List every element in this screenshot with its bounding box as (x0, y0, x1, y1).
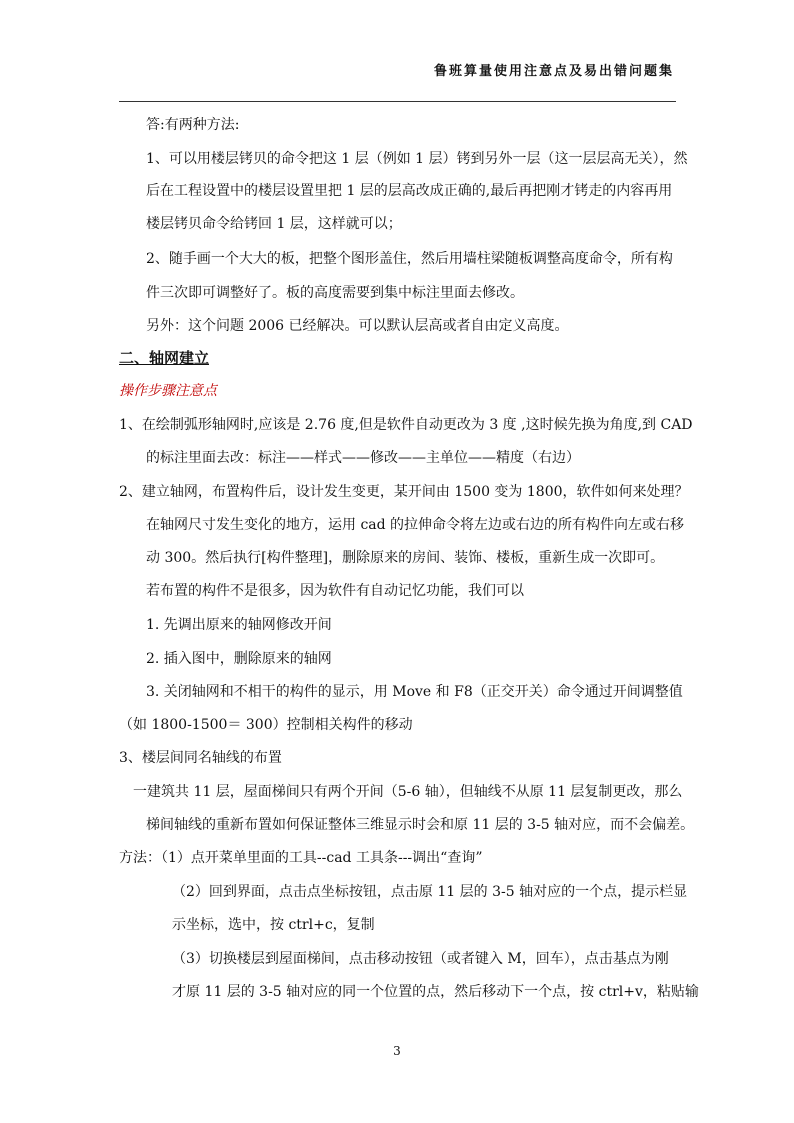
text-line: 另外：这个问题 2006 已经解决。可以默认层高或者自由定义高度。 (146, 318, 569, 334)
text-line: 1、可以用楼层铐贝的命令把这 1 层（例如 1 层）铐到另外一层（这一层层高无关），然 (146, 151, 688, 167)
text-line: 方法：（1）点开菜单里面的工具--cad 工具条---调出“查询” (119, 850, 483, 866)
header-title: 鲁班算量使用注意点及易出错问题集 (433, 64, 674, 79)
text-line: 若布置的构件不是很多，因为软件有自动记忆功能，我们可以 (146, 583, 524, 599)
text-line: （2）回到界面，点击点坐标按钮，点击原 11 层的 3-5 轴对应的一个点，提示栏显 (172, 884, 688, 900)
subsection-heading: 操作步骤注意点 (119, 383, 217, 399)
text-line: 后在工程设置中的楼层设置里把 1 层的层高改成正确的,最后再把刚才铐走的内容再用 (146, 183, 673, 199)
page-number: 3 (393, 1044, 401, 1058)
section-heading: 二、轴网建立 (119, 349, 210, 367)
text-line: 答:有两种方法: (146, 117, 240, 133)
text-line: 1、在绘制弧形轴网时,应该是 2.76 度,但是软件自动更改为 3 度 ,这时候先换为角度,到 CAD (119, 417, 693, 433)
text-line: 的标注里面去改：标注——样式——修改——主单位——精度（右边） (146, 450, 580, 466)
text-line: （3）切换楼层到屋面梯间，点击移动按钮（或者键入 M，回车），点击基点为刚 (172, 951, 669, 967)
text-line: 动 300。然后执行[构件整理]，删除原来的房间、装饰、楼板，重新生成一次即可。 (146, 550, 665, 566)
text-line: 示坐标，选中，按 ctrl+c，复制 (172, 917, 375, 933)
text-line: （如 1800-1500＝ 300）控制相关构件的移动 (119, 717, 413, 733)
text-line: 2、建立轴网，布置构件后，设计发生变更，某开间由 1500 变为 1800，软件如何来处理？ (119, 484, 689, 500)
text-line: 2、随手画一个大大的板，把整个图形盖住，然后用墙柱梁随板调整高度命令，所有构 (146, 251, 673, 267)
header-divider (119, 101, 676, 102)
text-line: 3. 关闭轴网和不相干的构件的显示，用 Move 和 F8（正交开关）命令通过开间调整值 (146, 684, 683, 700)
text-line: 梯间轴线的重新布置如何保证整体三维显示时会和原 11 层的 3-5 轴对应，而不会偏差。 (146, 817, 695, 833)
text-line: 2. 插入图中，删除原来的轴网 (146, 651, 332, 667)
text-line: 才原 11 层的 3-5 轴对应的同一个位置的点，然后移动下一个点，按 ctrl+v，粘贴输 (172, 984, 699, 1000)
text-line: 一建筑共 11 层，屋面梯间只有两个开间（5-6 轴），但轴线不从原 11 层复制更改，那么 (133, 784, 683, 800)
text-line: 在轴网尺寸发生变化的地方，运用 cad 的拉伸命令将左边或右边的所有构件向左或右移 (146, 517, 685, 533)
text-line: 件三次即可调整好了。板的高度需要到集中标注里面去修改。 (146, 285, 524, 301)
text-line: 3、楼层间同名轴线的布置 (119, 750, 282, 766)
text-line: 1. 先调出原来的轴网修改开间 (146, 617, 332, 633)
text-line: 楼层铐贝命令给铐回 1 层，这样就可以； (146, 216, 402, 232)
